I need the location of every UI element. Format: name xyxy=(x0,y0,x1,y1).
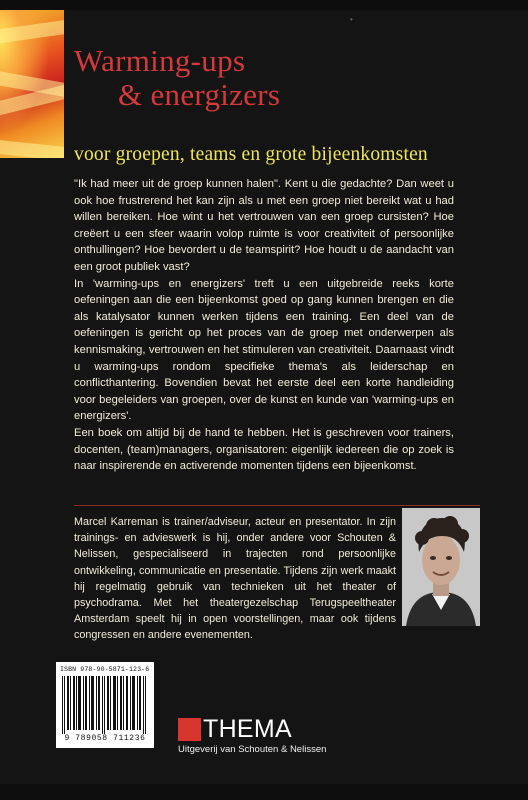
author-bio-text: Marcel Karreman is trainer/adviseur, acteur en presentator. In zijn trainings- en advieswerk is hij, onder andere voor Schouten & Nelissen, gespecialiseerd in trajecten rond persoonlijke ontwikkeling, communicatie en presentatie. Tijdens zijn werk maakt hij regelmatig gebruik van technieken uit het theater of psychodrama. Met het theatergezelschap Terugspeeltheater Amsterdam speelt hij in open voorstellingen, maar ook tijdens congressen en andere evenementen. xyxy=(74,516,396,642)
section-divider xyxy=(74,505,480,506)
blurb-paragraph: Een boek om altijd bij de hand te hebben. Het is geschreven voor trainers, docenten, (team)managers, organisatoren: eigenlijk iedereen die op zoek is naar inspirerende en activerende momenten tijdens een bijeenkomst. xyxy=(74,426,454,473)
blurb-paragraph: "Ik had meer uit de groep kunnen halen". Kent u die gedachte? Dan weet u ook hoe frustrerend het kan zijn als u met een groep niet bereikt wat u had willen bereiken. Hoe wint u het vertrouwen van een groep cursisten? Hoe creëert u een sfeer waarin volop ruimte is voor creativiteit of persoonlijke onthullingen? Hoe bevordert u de teamspirit? Hoe houdt u de aandacht van een groot publiek vast? xyxy=(74,178,454,273)
blurb-paragraph: In 'warming-ups en energizers' treft u een uitgebreide reeks korte oefeningen aan die een bijeenkomst goed op gang kunnen brengen en die als katalysator kunnen werken tijdens een training. Een deel van de oefeningen is gericht op het proces van de groep met onderwerpen als kennismaking, vertrouwen en het stimuleren van creativiteit. Daarnaast vindt u warming-ups rondom specifieke thema's als leiderschap en conflicthantering. Bovendien bevat het eerste deel een korte handleiding voor begeleiders van groepen, over de kunst en kunde van 'warming-ups en energizers'. xyxy=(74,277,454,423)
author-bio xyxy=(74,514,396,644)
author-portrait-icon xyxy=(402,508,480,626)
barcode-label xyxy=(56,662,154,748)
registration-dot: • xyxy=(350,15,353,24)
top-edge xyxy=(0,0,528,10)
book-title xyxy=(74,44,280,112)
bottom-edge xyxy=(0,784,528,800)
barcode-icon xyxy=(60,676,150,734)
title-line-2: & energizers xyxy=(118,77,281,112)
publisher-name: THEMA xyxy=(203,715,292,743)
barcode-digits: 9 789058 711236 xyxy=(64,734,146,743)
title-line-1: Warming-ups xyxy=(74,43,246,78)
publisher-subline: Uitgeverij van Schouten & Nelissen xyxy=(178,744,327,755)
publisher-square-icon xyxy=(178,718,201,741)
blurb xyxy=(74,176,454,475)
book-subtitle: voor groepen, teams en grote bijeenkomsten xyxy=(74,144,428,165)
author-photo xyxy=(402,508,480,626)
isbn-number: ISBN 978-90-5871-123-6 xyxy=(60,666,150,673)
sunburst-corner-art xyxy=(0,10,64,158)
